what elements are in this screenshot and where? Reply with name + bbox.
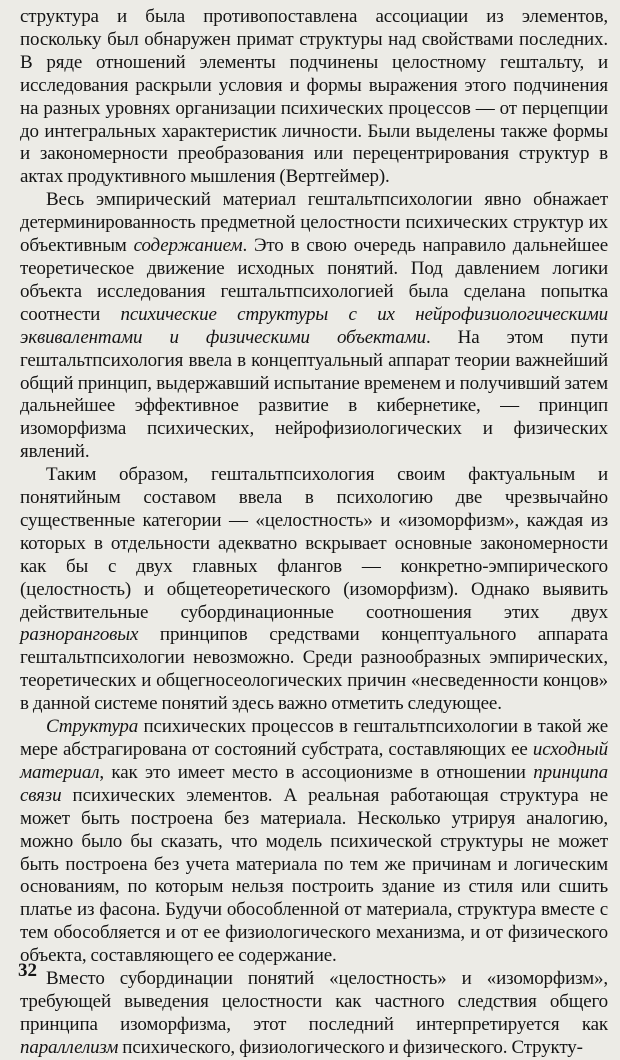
paragraph-2 xyxy=(20,189,608,464)
text-run: структура и была противопоставлена ассоциации из элементов, поскольку был обнаружен примат структуры над свойствами последних. В ряде отношений элементы подчинены целостному гештальту, и исследования раскрыли условия и формы выражения этого подчинения на разных уровнях организации психических процессов — от перцепции до интегральных характеристик личности. Были выделены также формы и закономерности преобразования или перецентрирования структур в актах продуктивного мышления (Вертгеймер). xyxy=(20,6,608,188)
italic-term: параллелизм xyxy=(20,1036,119,1058)
paragraph-3 xyxy=(20,464,608,716)
text-run: психических процессов в гештальтпсихологии в такой же мере абстрагирована от состояний субстрата, составляющих ее xyxy=(20,716,608,760)
italic-term: разноранговых xyxy=(20,624,139,646)
paragraph-1 xyxy=(20,6,608,189)
text-run: , как это имеет место в ассоционизме в отношении xyxy=(99,761,534,783)
text-run: принципов средствами концептуального аппарата гештальтпсихологии невозможно. Среди разнообразных эмпирических, теоретических и общегносеологических причин «несведенности концов» в данной системе понятий здесь важно отметить следующее. xyxy=(20,624,608,715)
italic-term: принципа связи xyxy=(20,761,608,806)
text-run: психического, физиологического и физического. Структу- xyxy=(118,1036,583,1058)
italic-term: психические структуры с их нейрофизиологическими эквивалентами и физическими объектами xyxy=(20,303,608,348)
paragraph-4 xyxy=(20,716,608,968)
italic-term: исходный материал xyxy=(20,739,608,783)
text-run: . На этом пути гештальтпсихология ввела в концептуальный аппарат теории важнейший общий принцип, выдержавший испытание временем и получивший затем дальнейшее эффективное развитие в кибернетике, — принцип изоморфизма психических, нейрофизиологических и физических явлений. xyxy=(20,326,608,463)
text-run: Весь эмпирический материал гештальтпсихологии явно обнажает детерминированность предметной целостности психических структур их объективным xyxy=(20,189,608,257)
text-run: Таким образом, гештальтпсихология своим фактуальным и понятийным составом ввела в психологию две чрезвычайно существенные категории — «целостность» и «изоморфизм», каждая из которых в отдельности адекватно вскрывает основные закономерности как бы с двух главных флангов — конкретно-эмпирического (целостность) и общетеоретического (изоморфизм). Однако выявить действительные субординационные соотношения этих двух xyxy=(20,464,608,623)
italic-term: содержанием xyxy=(133,235,243,257)
text-run: Вместо субординации понятий «целостность» и «изоморфизм», требующей выведения целостности как частного следствия общего принципа изоморфизма, этот последний интерпретируется как xyxy=(20,968,608,1035)
text-run: психических элементов. А реальная работающая структура не может быть построена без материала. Несколько утрируя аналогию, можно было бы сказать, что модель психической структуры не может быть построена без учета материала по тем же причинам и логическим основаниям, по которым нельзя построить здание из стиля или сшить платье из фасона. Будучи обособленной от материала, структура вместе с тем обособляется и от ее физиологического механизма, и от физического объекта, составляющего ее содержание. xyxy=(20,784,608,967)
italic-term: Структура xyxy=(46,716,139,738)
text-run: . Это в свою очередь направило дальнейшее теоретическое движение исходных понятий. Под давлением логики объекта исследования гештальтпсихологией была сделана попытка соотнести xyxy=(20,235,608,325)
page-number: 32 xyxy=(18,960,37,981)
paragraph-5 xyxy=(20,968,608,1060)
